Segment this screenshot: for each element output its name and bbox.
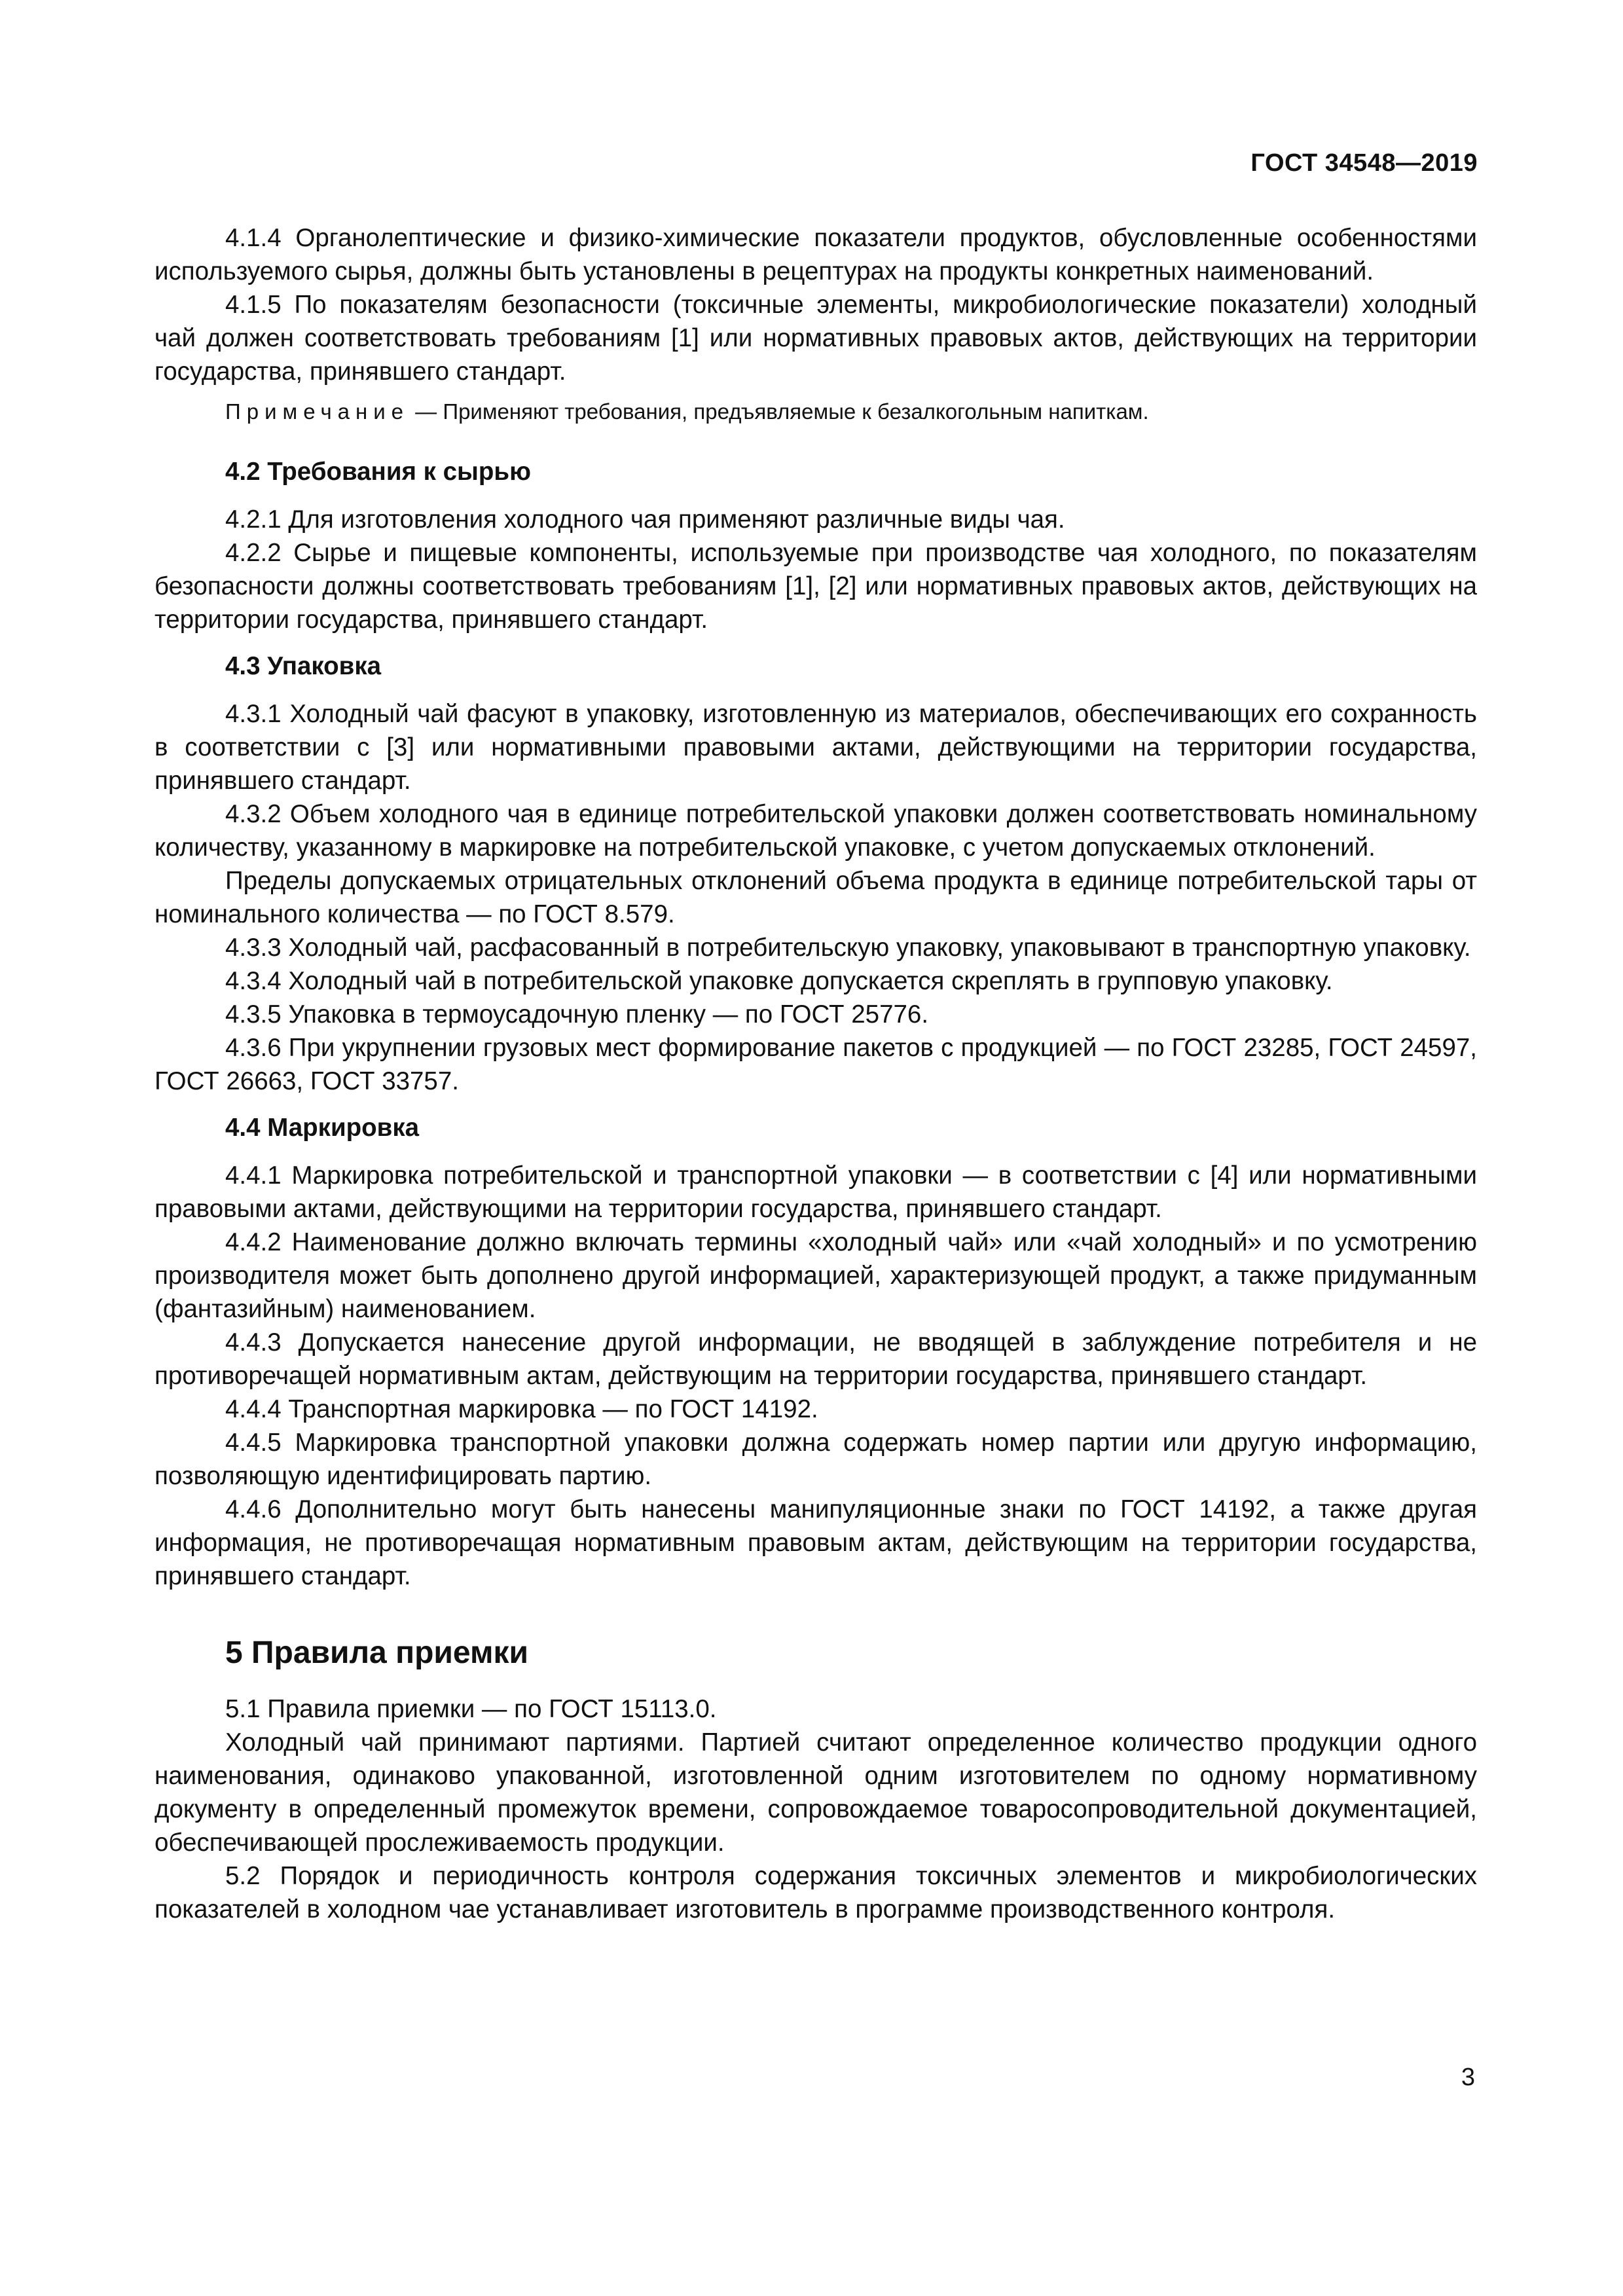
paragraph: 4.3.3 Холодный чай, расфасованный в потребительскую упаковку, упаковывают в транспортную упаковку.	[225, 934, 1471, 962]
section-heading-5: 5 Правила приемки	[225, 1635, 529, 1670]
page-number: 3	[1461, 2064, 1475, 2091]
section-heading-4-2: 4.2 Требования к сырью	[225, 458, 531, 486]
paragraph: 4.1.5 По показателям безопасности (токсичные элементы, микробиологические показатели) холодный чай должен соответствовать требованиям [1] или нормативных правовых актов, действующих на территории государства, принявшего стандарт.	[155, 291, 1477, 386]
paragraph: 4.4.3 Допускается нанесение другой информации, не вводящей в заблуждение потребителя и не противоречащей нормативным актам, действующим на территории государства, принявшего стандарт.	[155, 1328, 1477, 1390]
paragraph: 4.4.6 Дополнительно могут быть нанесены манипуляционные знаки по ГОСТ 14192, а также другая информация, не противоречащая нормативным правовым актам, действующим на территории государства, принявшего стандарт.	[155, 1495, 1477, 1590]
note	[155, 397, 1477, 426]
paragraph: Холодный чай принимают партиями. Партией считают определенное количество продукции одного наименования, одинаково упакованной, изготовленной одним изготовителем по одному нормативному документу в определенный промежуток времени, сопровождаемое товаросопроводительной документацией, обеспечивающей прослеживаемость продукции.	[155, 1728, 1477, 1857]
page-content	[155, 221, 1477, 1926]
paragraph: 4.3.4 Холодный чай в потребительской упаковке допускается скреплять в групповую упаковку.	[225, 967, 1333, 995]
paragraph: Пределы допускаемых отрицательных отклонений объема продукта в единице потребительской тары от номинального количества — по ГОСТ 8.579.	[155, 867, 1477, 928]
note-text: — Применяют требования, предъявляемые к безалкогольным напиткам.	[409, 399, 1149, 424]
paragraph: 4.4.1 Маркировка потребительской и транспортной упаковки — в соответствии с [4] или нормативными правовыми актами, действующими на территории государства, принявшего стандарт.	[155, 1161, 1477, 1223]
paragraph: 5.1 Правила приемки — по ГОСТ 15113.0.	[225, 1695, 717, 1723]
paragraph: 4.4.5 Маркировка транспортной упаковки должна содержать номер партии или другую информацию, позволяющую идентифицировать партию.	[155, 1429, 1477, 1490]
section-heading-4-3: 4.3 Упаковка	[225, 652, 381, 680]
note-label: Примечание	[225, 399, 410, 424]
paragraph: 4.3.1 Холодный чай фасуют в упаковку, изготовленную из материалов, обеспечивающих его сохранность в соответствии с [3] или нормативными правовыми актами, действующими на территории государства, принявшего стандарт.	[155, 700, 1477, 795]
paragraph: 4.1.4 Органолептические и физико-химические показатели продуктов, обусловленные особенностями используемого сырья, должны быть установлены в рецептурах на продукты конкретных наименований.	[155, 224, 1477, 285]
standard-number: ГОСТ 34548—2019	[1250, 149, 1478, 177]
paragraph: 4.3.2 Объем холодного чая в единице потребительской упаковки должен соответствовать номинальному количеству, указанному в маркировке на потребительской упаковке, с учетом допускаемых отклонений.	[155, 800, 1477, 862]
section-heading-4-4: 4.4 Маркировка	[225, 1114, 420, 1142]
paragraph: 4.3.5 Упаковка в термоусадочную пленку — по ГОСТ 25776.	[225, 1000, 929, 1029]
paragraph: 4.2.2 Сырье и пищевые компоненты, используемые при производстве чая холодного, по показателям безопасности должны соответствовать требованиям [1], [2] или нормативных правовых актов, действующих на территории государства, принявшего стандарт.	[155, 539, 1477, 634]
paragraph: 4.3.6 При укрупнении грузовых мест формирование пакетов с продукцией — по ГОСТ 23285, ГОСТ 24597, ГОСТ 26663, ГОСТ 33757.	[155, 1034, 1477, 1095]
paragraph: 5.2 Порядок и периодичность контроля содержания токсичных элементов и микробиологических показателей в холодном чае устанавливает изготовитель в программе производственного контроля.	[155, 1862, 1477, 1923]
paragraph: 4.2.1 Для изготовления холодного чая применяют различные виды чая.	[225, 505, 1065, 534]
paragraph: 4.4.2 Наименование должно включать термины «холодный чай» или «чай холодный» и по усмотрению производителя может быть дополнено другой информацией, характеризующей продукт, а также придуманным (фантазийным) наименованием.	[155, 1228, 1477, 1323]
paragraph: 4.4.4 Транспортная маркировка — по ГОСТ 14192.	[225, 1395, 818, 1423]
